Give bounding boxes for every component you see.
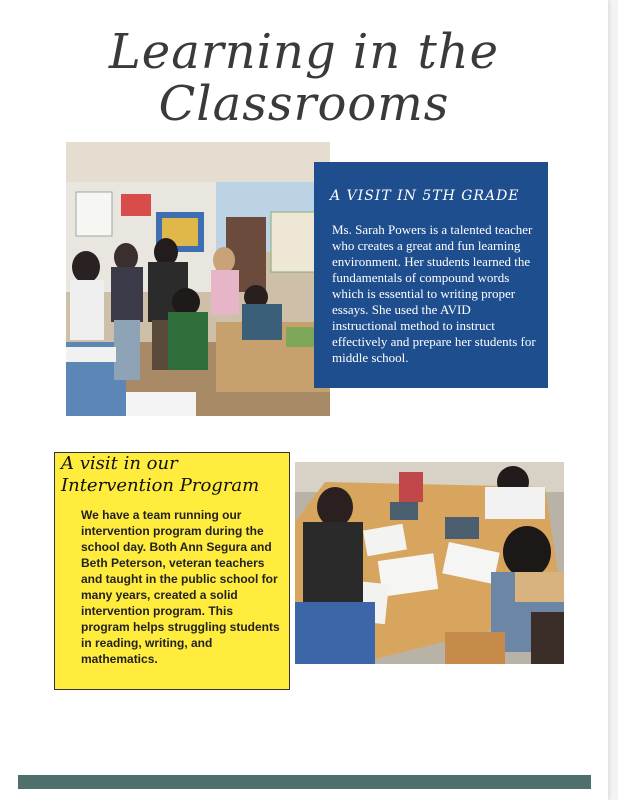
footer-bar — [18, 775, 591, 789]
intervention-heading-line1: A visit in our — [61, 453, 178, 474]
intervention-panel — [54, 452, 290, 690]
fifth-grade-body: Ms. Sarah Powers is a talented teacher who creates a great and fun learning environment. Her students learned the fundamentals of compound words which is essential to writing proper essays. She used the AVID instructional method to instruct effectively and prepare her students for middle school. — [332, 222, 536, 365]
fifth-grade-visit-panel — [314, 162, 548, 388]
page-title-line2: Classrooms — [158, 76, 450, 132]
intervention-body: We have a team running our intervention program during the school day. Both Ann Segura and Beth Peterson, veteran teachers and taught in the public school for many years, created a solid intervention program. This program helps struggling students in reading, writing, and mathematics. — [81, 508, 280, 666]
fifth-grade-classroom-photo — [66, 142, 330, 416]
intervention-program-photo — [295, 462, 564, 664]
page-title-line1: Learning in the — [108, 24, 500, 80]
intervention-heading-line2: Intervention Program — [61, 475, 260, 496]
fifth-grade-heading: A VISIT IN 5TH GRADE — [330, 188, 520, 204]
